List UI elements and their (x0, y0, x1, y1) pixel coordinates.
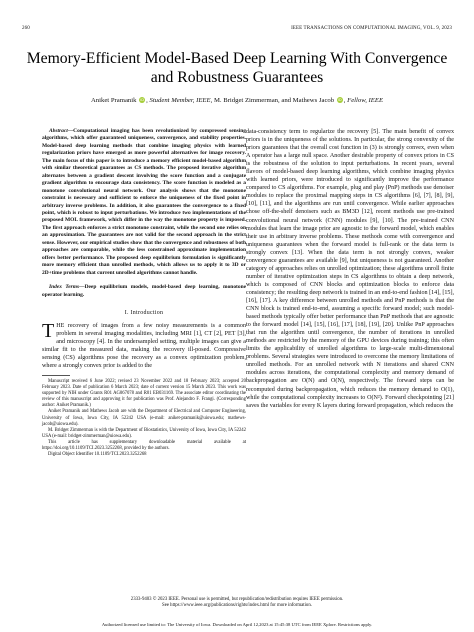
footnote: This article has supplementary downloadable material available at https://doi.org/10.1109/TCI.2023.3252268, provided by the authors. (42, 439, 246, 451)
intro-text: HE recovery of images from a few noisy measurements is a common problem in several imaging modalities, including MRI [1], CT [2], PET [3], and microscopy [4]. In the undersampled setting, multiple images can give a similar fit to the measured data, making the recovery ill-posed. Compressive sensing (CS) algorithms pose the recovery as a convex optimization problem, where a strongly convex prior is added to the (42, 322, 246, 370)
footnote-rule (42, 375, 70, 376)
copyright-notice (22, 597, 452, 610)
footnote: Aniket Pramanik and Mathews Jacob are with the Department of Electrical and Computer Engineering, University of Iowa, Iowa City, IA 52242 USA (e-mail: aniket-pramanik@uiowa.edu; mathews-jacob@uiowa.edu). (42, 409, 246, 427)
intro-paragraph (42, 319, 246, 370)
license-footer: Authorized licensed use limited to: The University of Iowa. Downloaded on April 12,2023 at 15:45:38 UTC from IEEE Xplore. Restrictions apply. (101, 622, 373, 627)
footnote: M. Bridget Zimmerman is with the Department of Biostatistics, University of Iowa, Iowa City, IA 52242 USA (e-mail: bridget-zimmerman@uiowa.edu). (42, 427, 246, 439)
author-1-grade: Student Member, IEEE (149, 97, 211, 104)
right-column (246, 128, 454, 410)
section-heading: I. Introduction (124, 309, 164, 316)
footnote: Manuscript received 6 June 2022; revised 23 November 2022 and 18 February 2023; accepted 20 February 2023. Date of publication 6 March 2023; date of current version 15 March 2023. This work was supported by NIH under Grants R01 AG067078 and R01 EB031169. The associate editor coordinating the review of this manuscript and approving it for publication was Prof. Alejandro F. Frangi. (Corresponding author: Aniket Pramanik.) (42, 379, 246, 409)
rights-link[interactable]: See https://www.ieee.org/publications/rights/index.html for more information. (162, 603, 312, 609)
dropcap: T (42, 319, 55, 342)
journal-name: IEEE TRANSACTIONS ON COMPUTATIONAL IMAGING, VOL. 9, 2023 (291, 26, 452, 31)
index-terms (42, 284, 246, 299)
footnote: Digital Object Identifier 10.1109/TCI.2023.3252268 (48, 451, 147, 457)
index-terms-text: —Deep equilibrium models, model-based deep learning, monotone operator learning. (42, 284, 247, 298)
abstract (42, 128, 246, 277)
abstract-text: —Computational imaging has been revolutionized by compressed sensing algorithms, which offer guaranteed uniqueness, convergence, and stability properties. Model-based deep learning methods that combine imaging physics with learned regularization priors have emerged as more powerful alternatives for image recovery. The main focus of this paper is to introduce a memory efficient model-based algorithm with similar theoretical guarantees as CS methods. The proposed iterative algorithm alternates between a gradient descent involving the score function and a conjugate gradient algorithm to encourage data consistency. The score function is modeled as a monotone convolutional neural network. Our analysis shows that the monotone constraint is necessary and sufficient to enforce the uniqueness of the fixed point in arbitrary inverse problems. In addition, it also guarantees the convergence to a fixed point, which is robust to input perturbations. We introduce two implementations of the proposed MOL framework, which differ in the way the monotone property is imposed. The first approach enforces a strict monotone constraint, while the second one relies on an approximation. The guarantees are not valid for the second approach in the strict sense. However, our empirical studies show that the convergence and robustness of both approaches are comparable, while the less constrained approximate implementation offers better performance. The proposed deep equilibrium formulation is significantly more memory efficient than unrolled methods, which allows us to apply it to 3D or 2D+time problems that current unrolled algorithms cannot handle. (42, 128, 246, 276)
author-line: Aniket Pramanik iD , Student Member, IEEE, M. Bridget Zimmerman, and Mathews Jacob iD , Fellow, IEEE (90, 97, 384, 104)
author-1: Aniket Pramanik (90, 97, 137, 104)
page-number: 260 (22, 26, 30, 31)
issn-line: 2333-9403 © 2023 IEEE. Personal use is permitted, but republication/redistribution requires IEEE permission. (130, 597, 344, 602)
body-paragraph: data-consistency term to regularize the recovery [5]. The main benefit of convex priors is in the uniqueness of the solutions. In particular, the strong convexity of the priors guarantees that the overall cost function in (3) is strongly convex, even when A operator has a large null space. Another desirable property of convex priors in CS is the robustness of the solution to input perturbations. In recent years, several flavors of model-based deep learning algorithms, which combine imaging physics with learned priors, were introduced to significantly improve the performance compared to CS algorithms. For example, plug and play (PnP) methods use denoiser modules to replace the proximal mapping steps in CS algorithms [6], [7], [8], [9], [10], [11], and the algorithms are run until convergence. While earlier approaches chose off-the-shelf denoisers such as BM3D [12], recent methods use pre-trained convolutional neural network (CNN) modules [9], [10]. The pre-trained CNN modules that learn the image prior are agnostic to the forward model, which enables their use in arbitrary inverse problems. These methods come with convergence and uniqueness guarantees when the forward model is full-rank or the data term is strongly convex [13]. When the data term is not strongly convex, weaker convergence guarantees are available [9], but uniqueness is not guaranteed. Another category of approaches relies on unrolled optimization; these algorithms unroll finite number of iterative optimization steps in CS algorithms to obtain a deep network, which is composed of CNN blocks and optimization blocks to enforce data consistency; the resulting deep network is trained in an end-to-end fashion [14], [15], [16], [17]. A key difference between unrolled methods and PnP methods is that the CNN block is trained end-to-end, assuming a specific forward model; such model-based methods typically offer better performance than PnP methods that are agnostic to the forward model [14], [15], [16], [17], [18], [19], [20]. Unlike PnP approaches that run the algorithm until convergence, the number of iterations in unrolled methods are restricted by the memory of the GPU devices during training; this often limits the applicability of unrolled algorithms to large-scale multi-dimensional problems. Several strategies were introduced to overcome the memory limitations of unrolled methods. For an unrolled network with N iterations and shared CNN modules across iterations, the computational complexity and memory demand of backpropagation are O(N) and O(N), respectively. The forward steps can be recomputed during backpropagation, which reduces the memory demand to O(1), while the computational complexity increases to O(N²). Forward checkpointing [21] saves the variables for every K layers during forward propagation, which reduces the (246, 129, 454, 409)
orcid-icon[interactable]: iD (140, 98, 145, 102)
author-3-grade: Fellow, IEEE (347, 97, 384, 104)
paper-title: Memory-Efficient Model-Based Deep Learning With Convergence and Robustness Guarantees (26, 50, 448, 86)
index-terms-lead: Index Terms (49, 284, 80, 291)
abstract-lead: Abstract (49, 128, 68, 134)
orcid-icon[interactable]: iD (337, 98, 342, 102)
left-column (42, 128, 246, 458)
